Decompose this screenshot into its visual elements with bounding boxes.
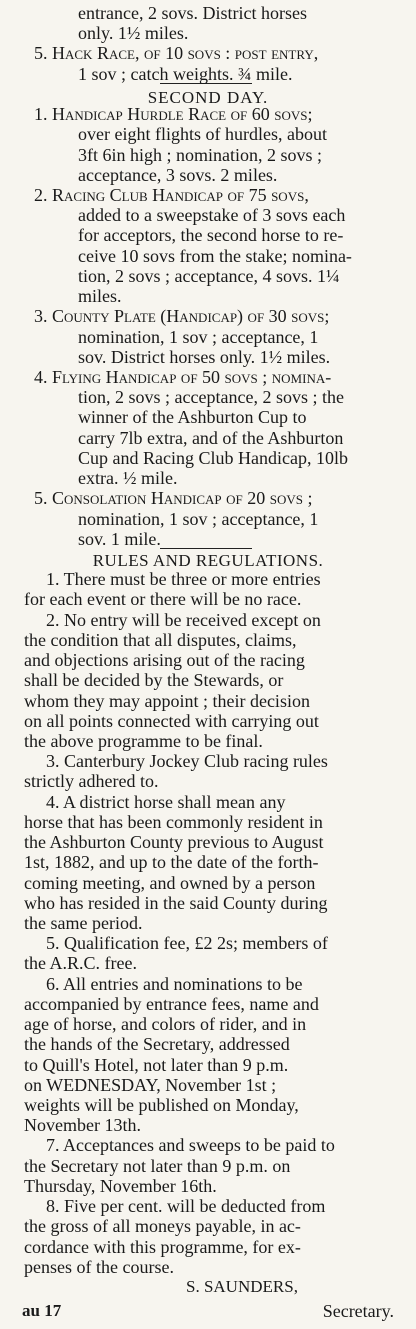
text-line: miles. (78, 286, 122, 306)
text-line: the Ashburton County previous to August (24, 832, 324, 852)
text-line: 3. County Plate (Handicap) of 30 sovs; (34, 306, 330, 326)
text-line: 8. Five per cent. will be deducted from (46, 1196, 326, 1216)
text-line: 4. Flying Handicap of 50 sovs ; nomina- (34, 367, 332, 387)
text-line: 5. Consolation Handicap of 20 sovs ; (34, 488, 313, 508)
section-heading-second-day: SECOND DAY. (147, 88, 269, 107)
text-line: 7. Acceptances and sweeps to be paid to (46, 1135, 335, 1155)
text-line: the condition that all disputes, claims, (24, 630, 297, 650)
section-heading-rules: RULES AND REGULATIONS. (92, 551, 324, 570)
text-line: over eight flights of hurdles, about (78, 124, 327, 144)
text-line: penses of the course. (24, 1257, 174, 1277)
text-line: the Secretary not later than 9 p.m. on (24, 1156, 291, 1176)
text-line: 3. Canterbury Jockey Club racing rules (46, 751, 328, 771)
text-line: Thursday, November 16th. (24, 1176, 217, 1196)
text-line: 6. All entries and nominations to be (46, 974, 303, 994)
footer-line (0, 1300, 416, 1322)
text-line: extra. ½ mile. (78, 468, 178, 488)
text-line: for acceptors, the second horse to re- (78, 225, 344, 245)
text-line: on WEDNESDAY, November 1st ; (24, 1075, 277, 1095)
text-line: carry 7lb extra, and of the Ashburton (78, 428, 344, 448)
text-line: 5. Qualification fee, £2 2s; members of (46, 933, 328, 953)
text-line: sov. 1 mile. (78, 529, 161, 549)
text-line: who has resided in the said County during (24, 893, 328, 913)
footer-role: Secretary. (322, 1301, 394, 1321)
text-line: 2. Racing Club Handicap of 75 sovs, (34, 185, 309, 205)
text-line: November 13th. (24, 1115, 141, 1135)
text-line: to Quill's Hotel, not later than 9 p.m. (24, 1055, 289, 1075)
text-line: ceive 10 sovs from the stake; nomina- (78, 246, 352, 266)
text-line: for each event or there will be no race. (24, 589, 302, 609)
signature-name: S. SAUNDERS, (186, 1277, 298, 1296)
text-line: accompanied by entrance fees, name and (24, 994, 319, 1014)
text-line: 1. There must be three or more entries (46, 569, 321, 589)
text-line: sov. District horses only. 1½ miles. (78, 347, 331, 367)
text-line: 1 sov ; catch weights. ¾ mile. (78, 64, 293, 84)
text-line: strictly adhered to. (24, 771, 159, 791)
text-line: cordance with this programme, for ex- (24, 1237, 301, 1257)
text-line: weights will be published on Monday, (24, 1095, 299, 1115)
text-line: 5. Hack Race, of 10 sovs : post entry, (34, 43, 319, 63)
text-line: entrance, 2 sovs. District horses (78, 3, 307, 23)
text-line: added to a sweepstake of 3 sovs each (78, 205, 346, 225)
text-line: the A.R.C. free. (24, 953, 137, 973)
text-line: tion, 2 sovs ; acceptance, 2 sovs ; the (78, 387, 344, 407)
text-line: tion, 2 sovs ; acceptance, 4 sovs. 1¼ (78, 266, 340, 286)
text-line: on all points connected with carrying out (24, 711, 319, 731)
text-line: coming meeting, and owned by a person (24, 873, 316, 893)
text-line: nomination, 1 sov ; acceptance, 1 (78, 509, 319, 529)
text-line: 1. Handicap Hurdle Race of 60 sovs; (34, 104, 313, 124)
text-line: the above programme to be final. (24, 731, 263, 751)
text-line: acceptance, 3 sovs. 2 miles. (78, 165, 278, 185)
text-line: the hands of the Secretary, addressed (24, 1034, 290, 1054)
text-line: age of horse, and colors of rider, and in (24, 1014, 307, 1034)
text-line: winner of the Ashburton Cup to (78, 407, 307, 427)
footer-code: au 17 (22, 1301, 62, 1320)
text-line: shall be decided by the Stewards, or (24, 670, 284, 690)
text-line: whom they may appoint ; their decision (24, 691, 310, 711)
text-line: only. 1½ miles. (78, 23, 189, 43)
text-line: 1st, 1882, and up to the date of the forth- (24, 852, 319, 872)
text-line: the gross of all moneys payable, in ac- (24, 1216, 301, 1236)
text-line: nomination, 1 sov ; acceptance, 1 (78, 327, 319, 347)
text-line: the same period. (24, 913, 143, 933)
text-line: and objections arising out of the racing (24, 650, 305, 670)
text-line: 2. No entry will be received except on (46, 610, 321, 630)
text-line: horse that has been commonly resident in (24, 812, 323, 832)
text-line: 4. A district horse shall mean any (46, 792, 286, 812)
text-line: Cup and Racing Club Handicap, 10lb (78, 448, 348, 468)
text-line: 3ft 6in high ; nomination, 2 sovs ; (78, 145, 323, 165)
